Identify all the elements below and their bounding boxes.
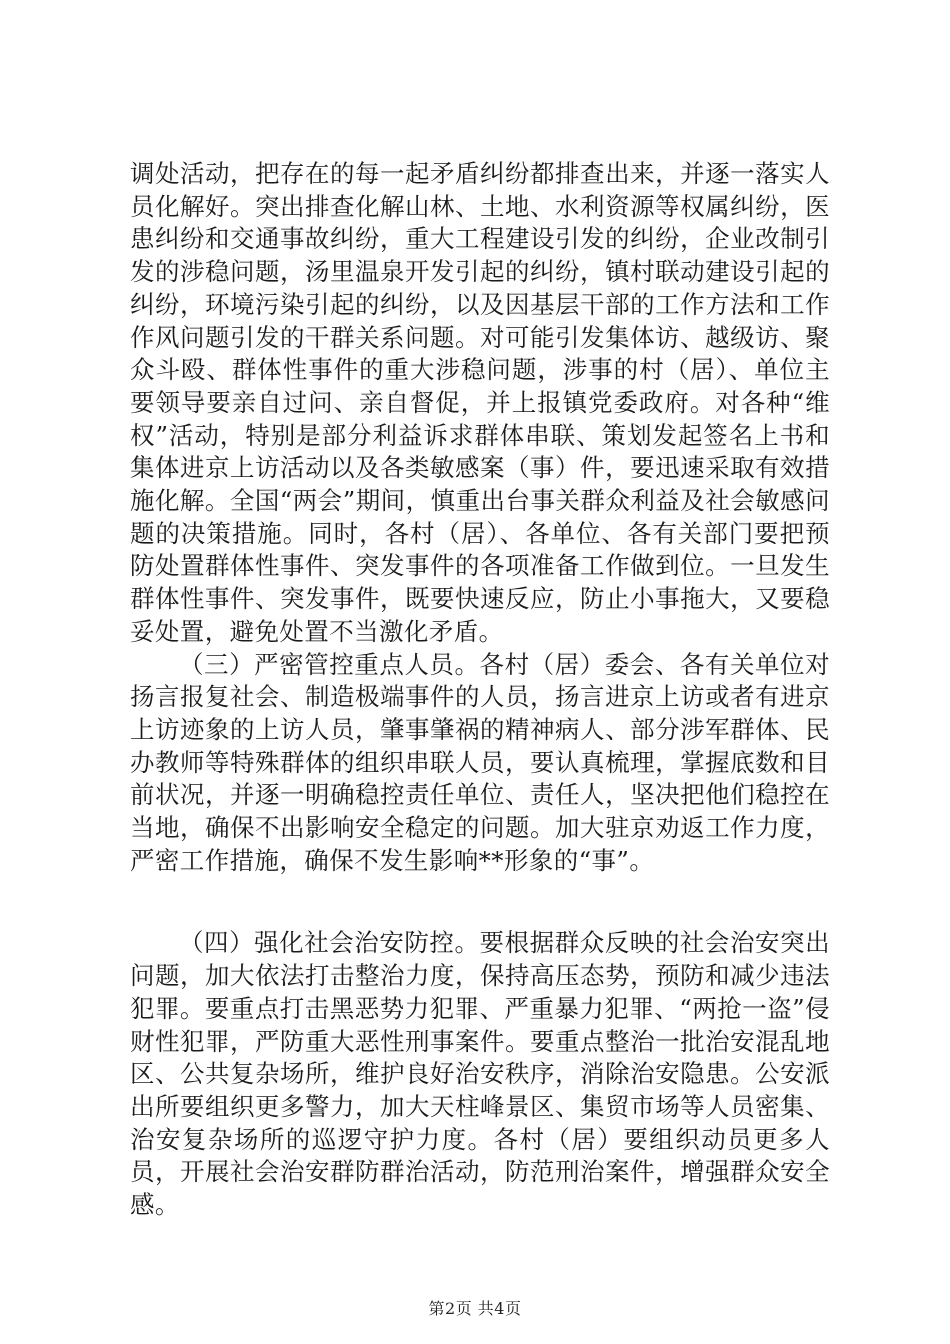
paragraph-spacer <box>130 877 830 927</box>
document-body <box>130 158 830 1222</box>
paragraph-public-security: （四）强化社会治安防控。要根据群众反映的社会治安突出问题，加大依法打击整治力度，保持高压态势，预防和减少违法犯罪。要重点打击黑恶势力犯罪、严重暴力犯罪、“两抢一盗”侵财性犯罪，严防重大恶性刑事案件。要重点整治一批治安混乱地区、公共复杂场所，维护良好治安秩序，消除治安隐患。公安派出所要组织更多警力，加大天柱峰景区、集贸市场等人员密集、治安复杂场所的巡逻守护力度。各村（居）要组织动员更多人员，开展社会治安群防群治活动，防范刑治案件，增强群众安全感。 <box>130 928 830 1220</box>
page-number-footer: 第2页 共4页 <box>428 1299 522 1318</box>
paragraph-key-personnel-control: （三）严密管控重点人员。各村（居）委会、各有关单位对扬言报复社会、制造极端事件的人员，扬言进京上访或者有进京上访迹象的上访人员，肇事肇祸的精神病人、部分涉军群体、民办教师等特殊群体的组织串联人员，要认真梳理，掌握底数和目前状况，并逐一明确稳控责任单位、责任人，坚决把他们稳控在当地，确保不出影响安全稳定的问题。加大驻京劝返工作力度，严密工作措施，确保不发生影响**形象的“事”。 <box>130 649 830 875</box>
paragraph-mediation-continued: 调处活动，把存在的每一起矛盾纠纷都排查出来，并逐一落实人员化解好。突出排查化解山林、土地、水利资源等权属纠纷，医患纠纷和交通事故纠纷，重大工程建设引发的纠纷，企业改制引发的涉稳问题，汤里温泉开发引起的纠纷，镇村联动建设引起的纠纷，环境污染引起的纠纷，以及因基层干部的工作方法和工作作风问题引发的干群关系问题。对可能引发集体访、越级访、聚众斗殴、群体性事件的重大涉稳问题，涉事的村（居）、单位主要领导要亲自过问、亲自督促，并上报镇党委政府。对各种“维权”活动，特别是部分利益诉求群体串联、策划发起签名上书和集体进京上访活动以及各类敏感案（事）件，要迅速采取有效措施化解。全国“两会”期间，慎重出台事关群众利益及社会敏感问题的决策措施。同时，各村（居）、各单位、各有关部门要把预防处置群体性事件、突发事件的各项准备工作做到位。一旦发生群体性事件、突发事件，既要快速反应，防止小事拖大，又要稳妥处置，避免处置不当激化矛盾。 <box>130 159 830 646</box>
